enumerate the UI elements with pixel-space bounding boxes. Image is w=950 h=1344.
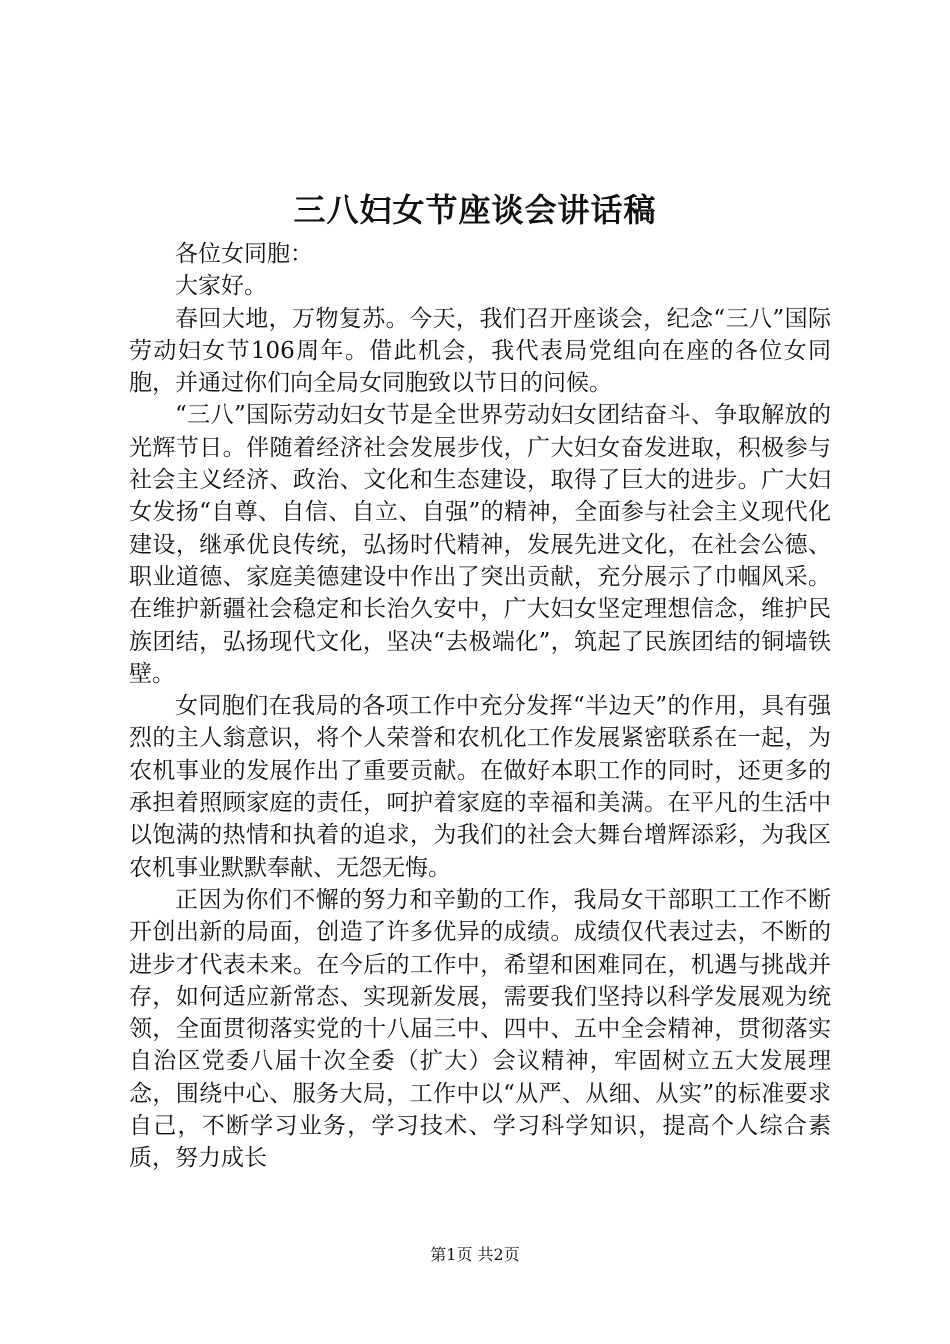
page-title: 三八妇女节座谈会讲话稿 [293, 191, 657, 229]
salutation: 各位女同胞： [175, 241, 313, 267]
paragraph-womens-day: “三八”国际劳动妇女节是全世界劳动妇女团结奋斗、争取解放的光辉节日。伴随着经济社会发展步伐，广大妇女奋发进取，积极参与社会主义经济、政治、文化和生态建设，取得了巨大的进步。广大妇女发扬“自尊、自信、自立、自强”的精神，全面参与社会主义现代化建设，继承优良传统，弘扬时代精神，发展先进文化，在社会公德、职业道德、家庭美德建设中作出了突出贡献，充分展示了巾帼风采。在维护新疆社会稳定和长治久安中，广大妇女坚定理想信念，维护民族团结，弘扬现代文化，坚决“去极端化”，筑起了民族团结的铜墙铁壁。 [129, 402, 831, 687]
paragraph-future: 正因为你们不懈的努力和辛勤的工作，我局女干部职工工作不断开创出新的局面，创造了许多优异的成绩。成绩仅代表过去，不断的进步才代表未来。在今后的工作中，希望和困难同在，机遇与挑战并存，如何适应新常态、实现新发展，需要我们坚持以科学发展观为统领，全面贯彻落实党的十八届三中、四中、五中全会精神，贯彻落实自治区党委八届十次全委（扩大）会议精神，牢固树立五大发展理念，围绕中心、服务大局，工作中以“从严、从细、从实”的标准要求自己，不断学习业务，学习技术、学习科学知识，提高个人综合素质，努力成长 [129, 886, 831, 1172]
page-footer: 第1页 共2页 [430, 1245, 520, 1264]
paragraph-opening: 春回大地，万物复苏。今天，我们召开座谈会，纪念“三八”国际劳动妇女节106周年。借此机会，我代表局党组向在座的各位女同胞，并通过你们向全局女同胞致以节日的问候。 [129, 305, 831, 397]
document-body [129, 238, 831, 1175]
greeting: 大家好。 [175, 273, 267, 300]
paragraph-contributions: 女同胞们在我局的各项工作中充分发挥“半边天”的作用，具有强烈的主人翁意识，将个人荣誉和农机化工作发展紧密联系在一起，为农机事业的发展作出了重要贡献。在做好本职工作的同时，还更多的承担着照顾家庭的责任，呵护着家庭的幸福和美满。在平凡的生活中以饱满的热情和执着的追求，为我们的社会大舞台增辉添彩，为我区农机事业默默奉献、无怨无悔。 [129, 693, 831, 881]
